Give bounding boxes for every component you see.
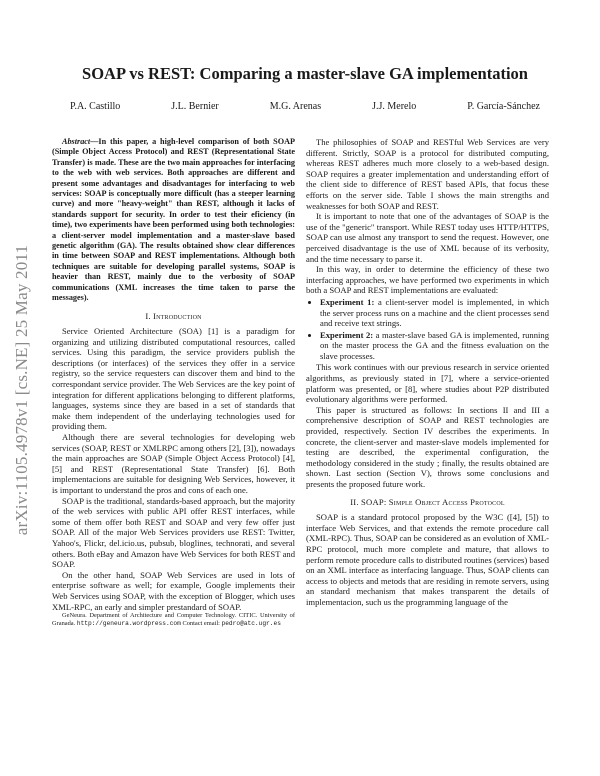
author-name: P.A. Castillo [70, 101, 121, 112]
arxiv-id-label: arXiv:1105.4978v1 [cs.NE] 25 May 2011 [12, 244, 31, 536]
author-name: M.G. Arenas [269, 101, 322, 112]
experiment-text: a master-slave based GA is implemented, running on the master process the GA and the fitness evaluation on the slave processes. [320, 329, 549, 361]
paragraph: SOAP is a standard protocol proposed by the W3C ([4], [5]) to interface Web Services, and that extends the remote procedure call (XML-RPC). Thus, SOAP can be considered as an evolution of XML-RPC protocol, much more complete and mature, that allows to perform remote procedure calls to distributed routines (services) based on an XML interface as interfacing language. Thus, SOAP clients can access to objects and metods that are residing in remote servers, using an standard mechanism that makes transparent the details of implementacion, such us the programming language of the [306, 512, 549, 607]
left-column [52, 137, 295, 629]
experiment-label: Experiment 1: [320, 296, 375, 307]
experiment-label: Experiment 2: [320, 329, 374, 340]
paragraph: On the other hand, SOAP Web Services are used in lots of enterprise software as well; for example, Google implements their Web Services using SOAP, with the exception of Blogger, which uses XML-RPC, an early and simpler prestandard of SOAP. [52, 569, 295, 612]
experiment-list [306, 297, 549, 362]
section-heading-introduction [52, 311, 295, 322]
paragraph: Service Oriented Architecture (SOA) [1] is a paradigm for organizing and utilizing distributed computational resources, called services. Using this paradigm, the service providers publish the descriptions (or interfaces) of the services they offer in a service registry, so the service requesters can discover them and bind to the correspondant service provider. The Web Services are the key point of integration for different applications belonging to different platforms, languages, systems since they are based in a set of standards that make them independent of the underlaying technologies used for providing them. [52, 326, 295, 432]
author-name: P. García-Sánchez [467, 101, 540, 112]
author-name: J.L. Bernier [171, 101, 219, 112]
footnote-email[interactable]: pedro@atc.ugr.es [221, 620, 281, 628]
paragraph: It is important to note that one of the advantages of SOAP is the use of the "generic" transport. While REST today uses HTTP/HTTPS, SOAP can use almost any transport to send the request. However, one perceived disadvantage is the use of XML because of its verbosity, and the time necessary to parse it. [306, 211, 549, 264]
right-column [306, 137, 549, 608]
paragraph: This paper is structured as follows: In sections II and III a comprehensive description of SOAP and REST technologies are provided, respectively. Section IV describes the experiments. In concrete, the client-server and master-slave models implemented for testing are described, the experimental configuration, the methodology considered in the study ; finally, the results obtained are shown. Last section (Section V), throws some conclusions and presents the proposed future work. [306, 404, 549, 489]
footnote-url[interactable]: http://geneura.wordpress.com [76, 620, 181, 628]
footnote-affiliation: GeNeura. Department of Architecture and Computer Technology. CITIC. University of Granada. [52, 612, 295, 628]
author-name: J.J. Merelo [372, 101, 417, 112]
footnote-contact-label: Contact email: [182, 620, 220, 628]
list-item [320, 297, 549, 329]
paragraph: SOAP is the traditional, standards-based approach, but the majority of the web services with public API offer REST interfaces, while some of them offer both REST and SOAP and very few offer just SOAP. All of the major Web Services providers use REST: Twitter, Yahoo's, Flickr, del.icio.us, pubsub, bloglines, technorati, and several others. Both eBay and Amazon have Web Services for both REST and SOAP. [52, 495, 295, 570]
paragraph: This work continues with our previous research in service oriented algorithms, as previously stated in [7], where a service-oriented platform was presented, or [8], where studies about P2P distributed evolutionary algorithms were performed. [306, 362, 549, 405]
abstract [52, 137, 295, 304]
section-title: Simple Object Access Protocol [388, 496, 505, 507]
section-heading-soap [306, 497, 549, 508]
experiment-text: a client-server model is implemented, in which the server process runs on a machine and the client processes send and receive text strings. [320, 296, 549, 329]
paragraph: In this way, in order to determine the efficiency of these two interfacing approaches, we have performed two experiments in which both a SOAP and REST implementations are evaluated: [306, 264, 549, 296]
section-number: I. [145, 310, 154, 321]
list-item [320, 330, 549, 362]
section-number: II. SOAP: [350, 496, 389, 507]
author-list [70, 101, 540, 112]
footnote [52, 612, 295, 628]
section-title: Introduction [153, 310, 202, 321]
abstract-lead: Abstract [62, 137, 91, 146]
arxiv-stamp [10, 210, 34, 570]
paper-title: SOAP vs REST: Comparing a master-slave GA implementation [82, 64, 528, 83]
abstract-text: —In this paper, a high-level comparison of both SOAP (Simple Object Access Protocol) and REST (Representational State Transfer) is made. These are the two main approaches for interfacing to the web with web services. Both approaches are different and present some advantages and disadvantages for interfacing to web services: SOAP is conceptually more difficult (has a steeper learning curve) and more "heavy-weight" than REST, although it lacks of standards support for security. In order to test their eficiency (in time), two experiments have been performed using both technologies: a client-server model implementation and a master-slave based genetic algorithm (GA). The results obtained show clear differences in time between SOAP and REST implementations. Although both techniques are suitable for developing parallel systems, SOAP is heavier than REST, mainly due to the verbosity of SOAP communications (XML increases the time taken to parse the messages). [52, 137, 295, 303]
paragraph: The philosophies of SOAP and RESTful Web Services are very different. Strictly, SOAP is a protocol for distributed computing, whereas REST adheres much more closely to a web-based design. SOAP requires a greater implementation and understanding effort of the client side to difference of REST based APIs, that focus these efforts on the server side. Table I shows the main strengths and weaknesses for both SOAP and REST. [306, 137, 549, 211]
paragraph: Although there are several technologies for developing web services (SOAP, REST or XMLRPC among others [2], [3]), nowadays the main approaches are SOAP (Simple Object Access Protocol) [4], [5] and REST (Representational State Transfer) [6]. Both implementacions are suitable for designing Web Services, however, it is important to understand the pros and cons of each one. [52, 432, 295, 495]
